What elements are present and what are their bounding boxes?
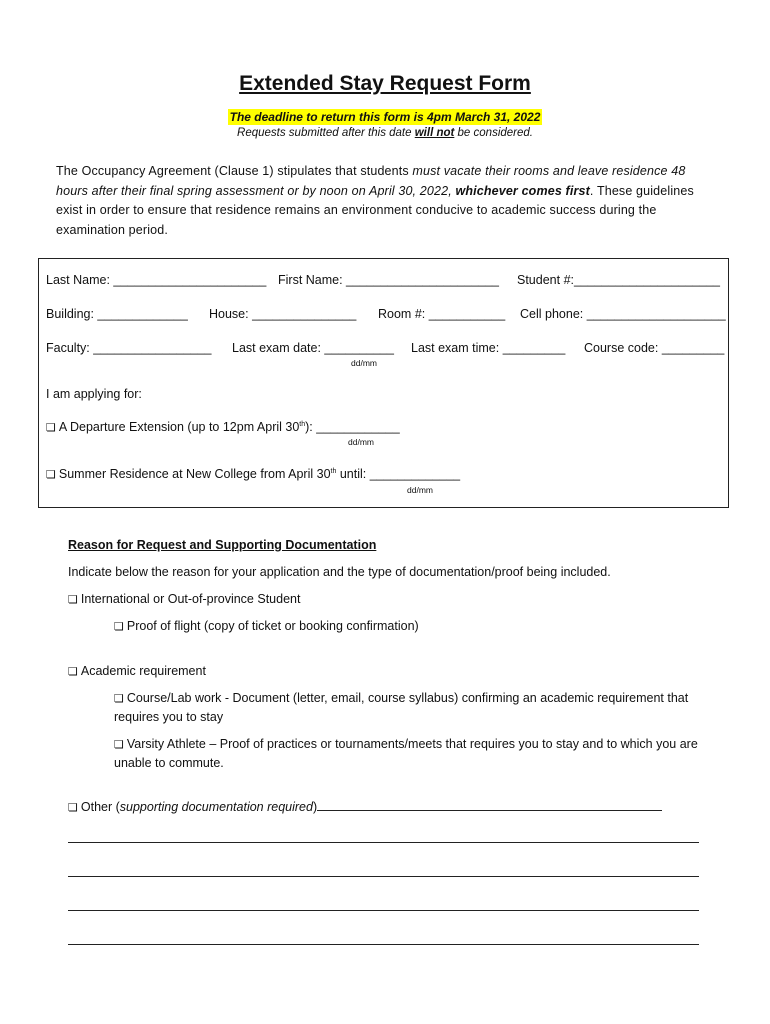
intro-part-1: The Occupancy Agreement (Clause 1) stipulates that students: [56, 164, 413, 178]
form-title: Extended Stay Request Form: [239, 72, 531, 95]
faculty-field[interactable]: Faculty: _________________: [46, 341, 212, 355]
reason-instructions: Indicate below the reason for your application and the type of documentation/proof being included.: [68, 565, 611, 579]
course-lab-label: Course/Lab work - Document (letter, email, course syllabus) confirming an academic requirement that requires you to stay: [114, 691, 689, 724]
deadline-text: The deadline to return this form is 4pm March 31, 2022: [229, 110, 541, 124]
writing-line[interactable]: [68, 944, 699, 945]
checkbox-icon[interactable]: ❏: [68, 801, 78, 814]
international-label: International or Out-of-province Student: [80, 592, 301, 606]
note-before: Requests submitted after this date: [237, 127, 415, 139]
student-number-field[interactable]: Student #:_____________________: [517, 273, 720, 287]
deadline-banner: [0, 108, 770, 126]
departure-extension-option[interactable]: [46, 420, 400, 434]
reason-heading: Reason for Request and Supporting Documentation: [68, 538, 377, 552]
note-after: be considered.: [454, 127, 533, 139]
last-exam-date-field[interactable]: Last exam date: __________: [232, 341, 394, 355]
intro-part-4: . These guidelines exist in order to ensure that residence remains an environment conducive to academic success during the examination period.: [56, 183, 694, 237]
applying-for-label: I am applying for:: [46, 387, 142, 401]
academic-label: Academic requirement: [80, 664, 206, 678]
writing-line[interactable]: [68, 910, 699, 911]
checkbox-icon[interactable]: ❏: [68, 593, 78, 606]
international-option[interactable]: [68, 590, 300, 609]
course-lab-option[interactable]: [114, 689, 694, 727]
summer-residence-sup: th: [330, 467, 337, 475]
checkbox-icon[interactable]: ❏: [114, 738, 124, 751]
other-label-b: ): [312, 800, 318, 814]
course-code-field[interactable]: Course code: _________: [584, 341, 725, 355]
proof-of-flight-option[interactable]: [114, 617, 419, 636]
writing-line[interactable]: [68, 876, 699, 877]
checkbox-icon[interactable]: ❏: [114, 692, 124, 705]
last-name-field[interactable]: Last Name: ______________________: [46, 273, 267, 287]
summer-residence-label-b: until: _____________: [336, 467, 461, 481]
other-label-emphasis: supporting documentation required: [119, 800, 313, 814]
other-entry-line[interactable]: [317, 798, 662, 811]
varsity-athlete-option[interactable]: [114, 735, 704, 773]
other-label-a: Other (: [80, 800, 120, 814]
last-exam-date-hint: dd/mm: [351, 358, 377, 368]
departure-extension-hint: dd/mm: [348, 437, 374, 447]
intro-paragraph: [56, 162, 716, 240]
room-field[interactable]: Room #: ___________: [378, 307, 506, 321]
intro-part-3: whichever comes first: [455, 183, 590, 198]
summer-residence-hint: dd/mm: [407, 485, 433, 495]
other-option[interactable]: [68, 798, 662, 817]
late-submission-note: [0, 127, 770, 139]
checkbox-icon[interactable]: ❏: [46, 468, 56, 481]
departure-extension-label-b: ): ____________: [305, 420, 400, 434]
varsity-athlete-label: Varsity Athlete – Proof of practices or tournaments/meets that requires you to stay and to which you are unable to commute.: [114, 737, 698, 770]
proof-of-flight-label: Proof of flight (copy of ticket or booking confirmation): [126, 619, 419, 633]
cell-phone-field[interactable]: Cell phone: ____________________: [520, 307, 726, 321]
departure-extension-sup: th: [299, 420, 306, 428]
intro-part-2: must vacate their rooms and leave residence 48 hours after their final spring assessment or by noon on April 30, 2022,: [56, 164, 686, 198]
summer-residence-label-a: Summer Residence at New College from April 30: [58, 467, 331, 481]
checkbox-icon[interactable]: ❏: [68, 665, 78, 678]
academic-option[interactable]: [68, 662, 206, 681]
applicant-info-box: [38, 258, 729, 508]
writing-line[interactable]: [68, 842, 699, 843]
house-field[interactable]: House: _______________: [209, 307, 357, 321]
checkbox-icon[interactable]: ❏: [46, 421, 56, 434]
checkbox-icon[interactable]: ❏: [114, 620, 124, 633]
building-field[interactable]: Building: _____________: [46, 307, 188, 321]
summer-residence-option[interactable]: [46, 467, 460, 481]
first-name-field[interactable]: First Name: ______________________: [278, 273, 500, 287]
departure-extension-label-a: A Departure Extension (up to 12pm April 30: [58, 420, 300, 434]
note-emphasis: will not: [414, 127, 455, 139]
last-exam-time-field[interactable]: Last exam time: _________: [411, 341, 566, 355]
